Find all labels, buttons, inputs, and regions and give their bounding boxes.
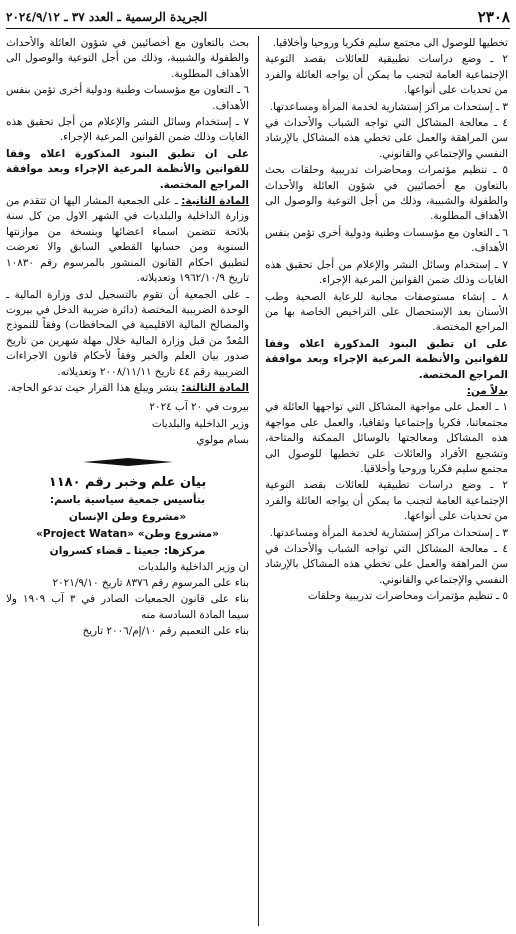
- article-3: [6, 381, 249, 396]
- signature-place-date: بيروت في ٢٠ آب ٢٠٢٤: [149, 401, 249, 414]
- notice-subtitle: بتأسيس جمعية سياسية باسم:: [49, 493, 206, 506]
- diamond-separator-icon: [83, 457, 173, 467]
- header-text: الجريدة الرسمية ـ العدد ٣٧ ـ ٢٠٢٤/٩/١٢: [6, 10, 208, 24]
- left-column: [6, 36, 249, 926]
- paragraph: ٣ ـ إستحداث مراكز إستشارية لخدمة المرأة ومساعدتها.: [269, 526, 508, 539]
- page-header: [6, 6, 510, 29]
- notice-name-ar: «مشروع وطن الإنسان: [68, 510, 187, 523]
- notice-headquarters: مركزها: جعيتا ـ قضاء كسروان: [49, 544, 206, 557]
- notice-name-en: «مشروع وطن» «Project Watan»: [36, 527, 219, 540]
- article-2-label: المادة الثانية:: [181, 195, 249, 208]
- paragraph: بناء على المرسوم رقم ٨٣٧٦ تاريخ ٢٠٢١/٩/١٠: [52, 576, 249, 589]
- paragraph: تخطيها للوصول الى مجتمع سليم فكريا وروحيا وأخلاقيا.: [272, 37, 508, 49]
- notice-title: بيان علم وخبر رقم ١١٨٠: [48, 474, 207, 490]
- paragraph: بناء على قانون الجمعيات الصادر في ٣ آب ١٩٠٩ ولا سيما المادة السادسة منه: [6, 593, 249, 621]
- instead-of-label: بدلاً من:: [466, 384, 508, 397]
- article-2-tax: ـ على الجمعية أن تقوم بالتسجيل لدى وزارة المالية ـ الوحدة الضريبية المختصة (دائرة ضريبة الدخل في بيروت والمصالح المالية الاقليمية في المحافظات) وفقاً للنموذج المُعدّ من قبل وزارة المالية خلال مهلة شهرين من تاريخ صدور بيان العلم والخبر وفقاً لأحكام قانون الاجراءات الضريبية رقم ٤٤ تاريخ ٢٠٠٨/١١/١١ وتعديلاته.: [6, 288, 249, 378]
- paragraph: ١ ـ العمل على مواجهة المشاكل التي تواجهها العائلة في مجتمعاتنا، فكريا وإجتماعيا وثقافيا، والعمل على مواجهة هذه المشاكل ومعالجتها بالوسائل الممكنة والمتاحة، وتشجيع الأفراد والعائلات على تخطيها للوصول الى مجتمع سليم فكريا وروحيا وأخلاقيا.: [265, 401, 508, 475]
- paragraph: ٧ ـ إستخدام وسائل النشر والإعلام من أجل تحقيق هذه الغايات وذلك ضمن القوانين المرعية الإجراء.: [6, 116, 249, 144]
- bold-clause: على ان تطبق البنود المذكورة اعلاه وفقا للقوانين والأنظمة المرعية الإجراء وبعد موافقة المراجع المختصة.: [265, 337, 508, 381]
- signature-name: بسام مولوي: [196, 434, 249, 447]
- paragraph: ٢ ـ وضع دراسات تطبيقية للعائلات بقصد التوعية الإجتماعية العامة لتجنب ما يمكن أن يواجه العائلة والفرد من تحديات على أنواعها.: [265, 53, 508, 97]
- paragraph: بحث بالتعاون مع أخصائيين في شؤون العائلة والأحداث والطفولة والشبيبة، وذلك من أجل التوعية والوصول الى الأهداف المطلوبة.: [6, 37, 249, 80]
- paragraph: ٤ ـ معالجة المشاكل التي تواجه الشباب والأحداث في سن المراهقة والعمل على تخطي هذه المشاكل بالإرشاد النفسي والإجتماعي والقانوني.: [265, 117, 508, 160]
- paragraph: ٦ ـ التعاون مع مؤسسات وطنية ودولية أخرى تؤمن بنفس الأهداف.: [6, 84, 249, 112]
- paragraph: ٦ ـ التعاون مع مؤسسات وطنية ودولية أخرى تؤمن بنفس الأهداف.: [265, 226, 508, 255]
- article-2: [6, 194, 249, 286]
- paragraph: ٥ ـ تنظيم مؤتمرات ومحاضرات تدريبية وحلقات بحث بالتعاون مع أخصائيين في شؤون العائلة والأحداث والطفولة والشبيبة، وذلك من أجل التوعية والوصول الى الأهداف المطلوبة.: [265, 164, 508, 223]
- page-number: ٢٣٠٨: [477, 8, 510, 26]
- paragraph: ان وزير الداخلية والبلديات: [138, 560, 249, 573]
- notice-title-block: [6, 475, 249, 559]
- paragraph: ٧ ـ إستخدام وسائل النشر والإعلام من أجل تحقيق هذه الغايات وذلك ضمن القوانين المرعية الإجراء.: [265, 258, 508, 287]
- bold-clause: على ان تطبق البنود المذكورة اعلاه وفقا للقوانين والأنظمة المرعية الإجراء وبعد موافقة المراجع المختصة.: [6, 147, 249, 191]
- paragraph: بناء على التعميم رقم ١٠/إم/٢٠٠٦ تاريخ: [82, 625, 249, 638]
- article-2-text: ـ على الجمعية المشار اليها ان تتقدم من وزارة الداخلية والبلديات في الشهر الاول من كل سنة بلائحة تتضمن اسماء اعضائها وبنسخة من موازنتها السنوية ومن حسابها القطعي السابق والا تعرضت لتطبيق احكام القانون المنشور بالمرسوم رقم ١٠٨٣٠ تاريخ ١٩٦٢/١٠/٩ وتعديلاته.: [6, 195, 249, 285]
- paragraph: ٨ ـ إنشاء مستوصفات مجانية للرعاية الصحية وطب الأسنان بعد الإستحصال على التراخيص الخاصة بها من المراجع المختصة.: [265, 290, 508, 334]
- paragraph: ٥ ـ تنظيم مؤتمرات ومحاضرات تدريبية وحلقات: [307, 590, 508, 603]
- article-3-label: المادة الثالثة:: [181, 381, 249, 394]
- right-column: [265, 36, 508, 926]
- column-divider: [258, 36, 259, 926]
- paragraph: ٢ ـ وضع دراسات تطبيقية للعائلات بقصد التوعية الإجتماعية العامة لتجنب ما يمكن أن يواجه العائلة والفرد من تحديات على أنواعها.: [265, 479, 508, 523]
- signature-title: وزير الداخلية والبلديات: [151, 417, 249, 430]
- paragraph: ٤ ـ معالجة المشاكل التي تواجه الشباب والأحداث في سن المراهقة والعمل على تخطي هذه المشاكل بالإرشاد النفسي والإجتماعي والقانوني.: [265, 543, 508, 586]
- signature-block: [6, 400, 249, 448]
- article-3-text: ينشر ويبلغ هذا القرار حيث تدعو الحاجة.: [7, 381, 179, 394]
- section-separator: [6, 457, 249, 467]
- paragraph: ٣ ـ إستحداث مراكز إستشارية لخدمة المرأة ومساعدتها.: [269, 100, 508, 113]
